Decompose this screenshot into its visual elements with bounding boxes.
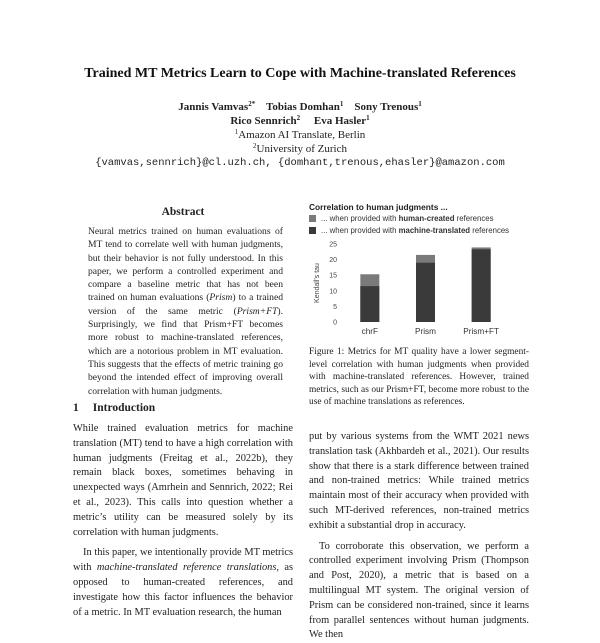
- section-number: 1: [73, 402, 79, 414]
- legend-swatch: [309, 215, 316, 222]
- section-heading: [73, 402, 155, 414]
- paragraph: To corroborate this observation, we perform a controlled experiment involving Prism (Thompson and Post, 2020), a metric that is based on a multilingual MT system. The original version of Prism can be considered non-trained, since it learns from parallel sentences without human judgments. We then: [309, 540, 529, 641]
- bar-machine-prism: [416, 263, 435, 322]
- author-emails: {vamvas,sennrich}@cl.uzh.ch, {domhant,trenous,ehasler}@amazon.com: [95, 157, 505, 169]
- legend-entry-human: ... when provided with human-created references: [309, 214, 494, 223]
- abstract-text: Neural metrics trained on human evaluations of MT tend to correlate well with human judgments, but their behavior is not fully understood. In this paper, we perform a controlled experiment and compare a baseline metric that has not been trained on human evaluations (Prism) to a trained version of the same metric (Prism+FT). Surprisingly, we find that Prism+FT becomes more robust to machine-translated references, which are a notorious problem in MT evaluation. This suggests that the effects of metric training go beyond the intended effect of improving overall correlation with human judgments.: [88, 226, 284, 397]
- author-name: Rico Sennrich: [230, 115, 297, 127]
- y-tick-label: 25: [329, 241, 337, 249]
- x-tick-label: Prism+FT: [463, 327, 500, 336]
- authors-line-2: Rico Sennrich$^2$ Eva Hasler$^1$: [230, 114, 370, 127]
- paper-title: Trained MT Metrics Learn to Cope with Machine-translated References: [84, 66, 516, 81]
- intro-left-column: [73, 422, 293, 620]
- intro-right-column: [309, 430, 529, 643]
- section-title: Introduction: [92, 402, 156, 414]
- x-tick-label: chrF: [361, 327, 379, 336]
- authors-line-1: Jannis Vamvas$^{2*}$ Tobias Domhan$^1$ Sony Trenous$^1$: [178, 100, 422, 113]
- paragraph: While trained evaluation metrics for machine translation (MT) tend to have a high correlation with human judgments (Freitag et al., 2022b), they remain black boxes, sometimes behaving in unexpected ways (Amrhein and Sennrich, 2022; Rei et al., 2023). This calls into question whether a metric’s utility can be measured solely by its correlation with human judgments.: [73, 423, 293, 538]
- y-tick-label: 0: [333, 319, 337, 327]
- affiliation-2: $^2$University of Zurich: [253, 142, 347, 155]
- bar-chart: [309, 236, 529, 342]
- author-name: Sony Trenous: [354, 101, 419, 113]
- figure-title: Correlation to human judgments ...: [309, 202, 448, 212]
- paragraph: put by various systems from the WMT 2021 news translation task (Akhbardeh et al., 2021). Our results show that there is a stark difference between trained and non-trained metrics: While trained metrics maintain most of their accuracy when provided with such MT-derived references, non-trained metrics exhibit a substantial drop in accuracy.: [309, 431, 529, 531]
- x-tick-label: Prism: [415, 327, 436, 336]
- author-name: Jannis Vamvas: [178, 101, 249, 113]
- abstract-heading: Abstract: [161, 206, 205, 218]
- y-tick-label: 15: [329, 272, 337, 280]
- legend-swatch: [309, 227, 316, 234]
- y-tick-label: 10: [329, 288, 337, 296]
- author-name: Tobias Domhan: [266, 101, 340, 113]
- paragraph: In this paper, we intentionally provide MT metrics with machine-translated reference translations, as opposed to human-created references, and investigate how this factor influences the behavior of a metric. In MT evaluation research, the human: [73, 547, 293, 618]
- figure-caption: Figure 1: Metrics for MT quality have a lower segment-level correlation with human judgments when provided with machine-translated references. However, trained metrics, such as our Prism+FT, become more robust to the use of machine translations as references.: [309, 347, 529, 408]
- legend-entry-machine: ... when provided with machine-translated references: [309, 226, 509, 235]
- y-axis-label: Kendall's tau: [314, 263, 321, 303]
- bar-machine-chrf: [360, 286, 379, 322]
- affiliation-1: $^1$Amazon AI Translate, Berlin: [234, 128, 366, 141]
- y-tick-label: 5: [333, 303, 337, 311]
- y-tick-label: 20: [329, 257, 337, 265]
- author-name: Eva Hasler: [313, 115, 367, 127]
- bar-machine-prismft: [472, 249, 491, 322]
